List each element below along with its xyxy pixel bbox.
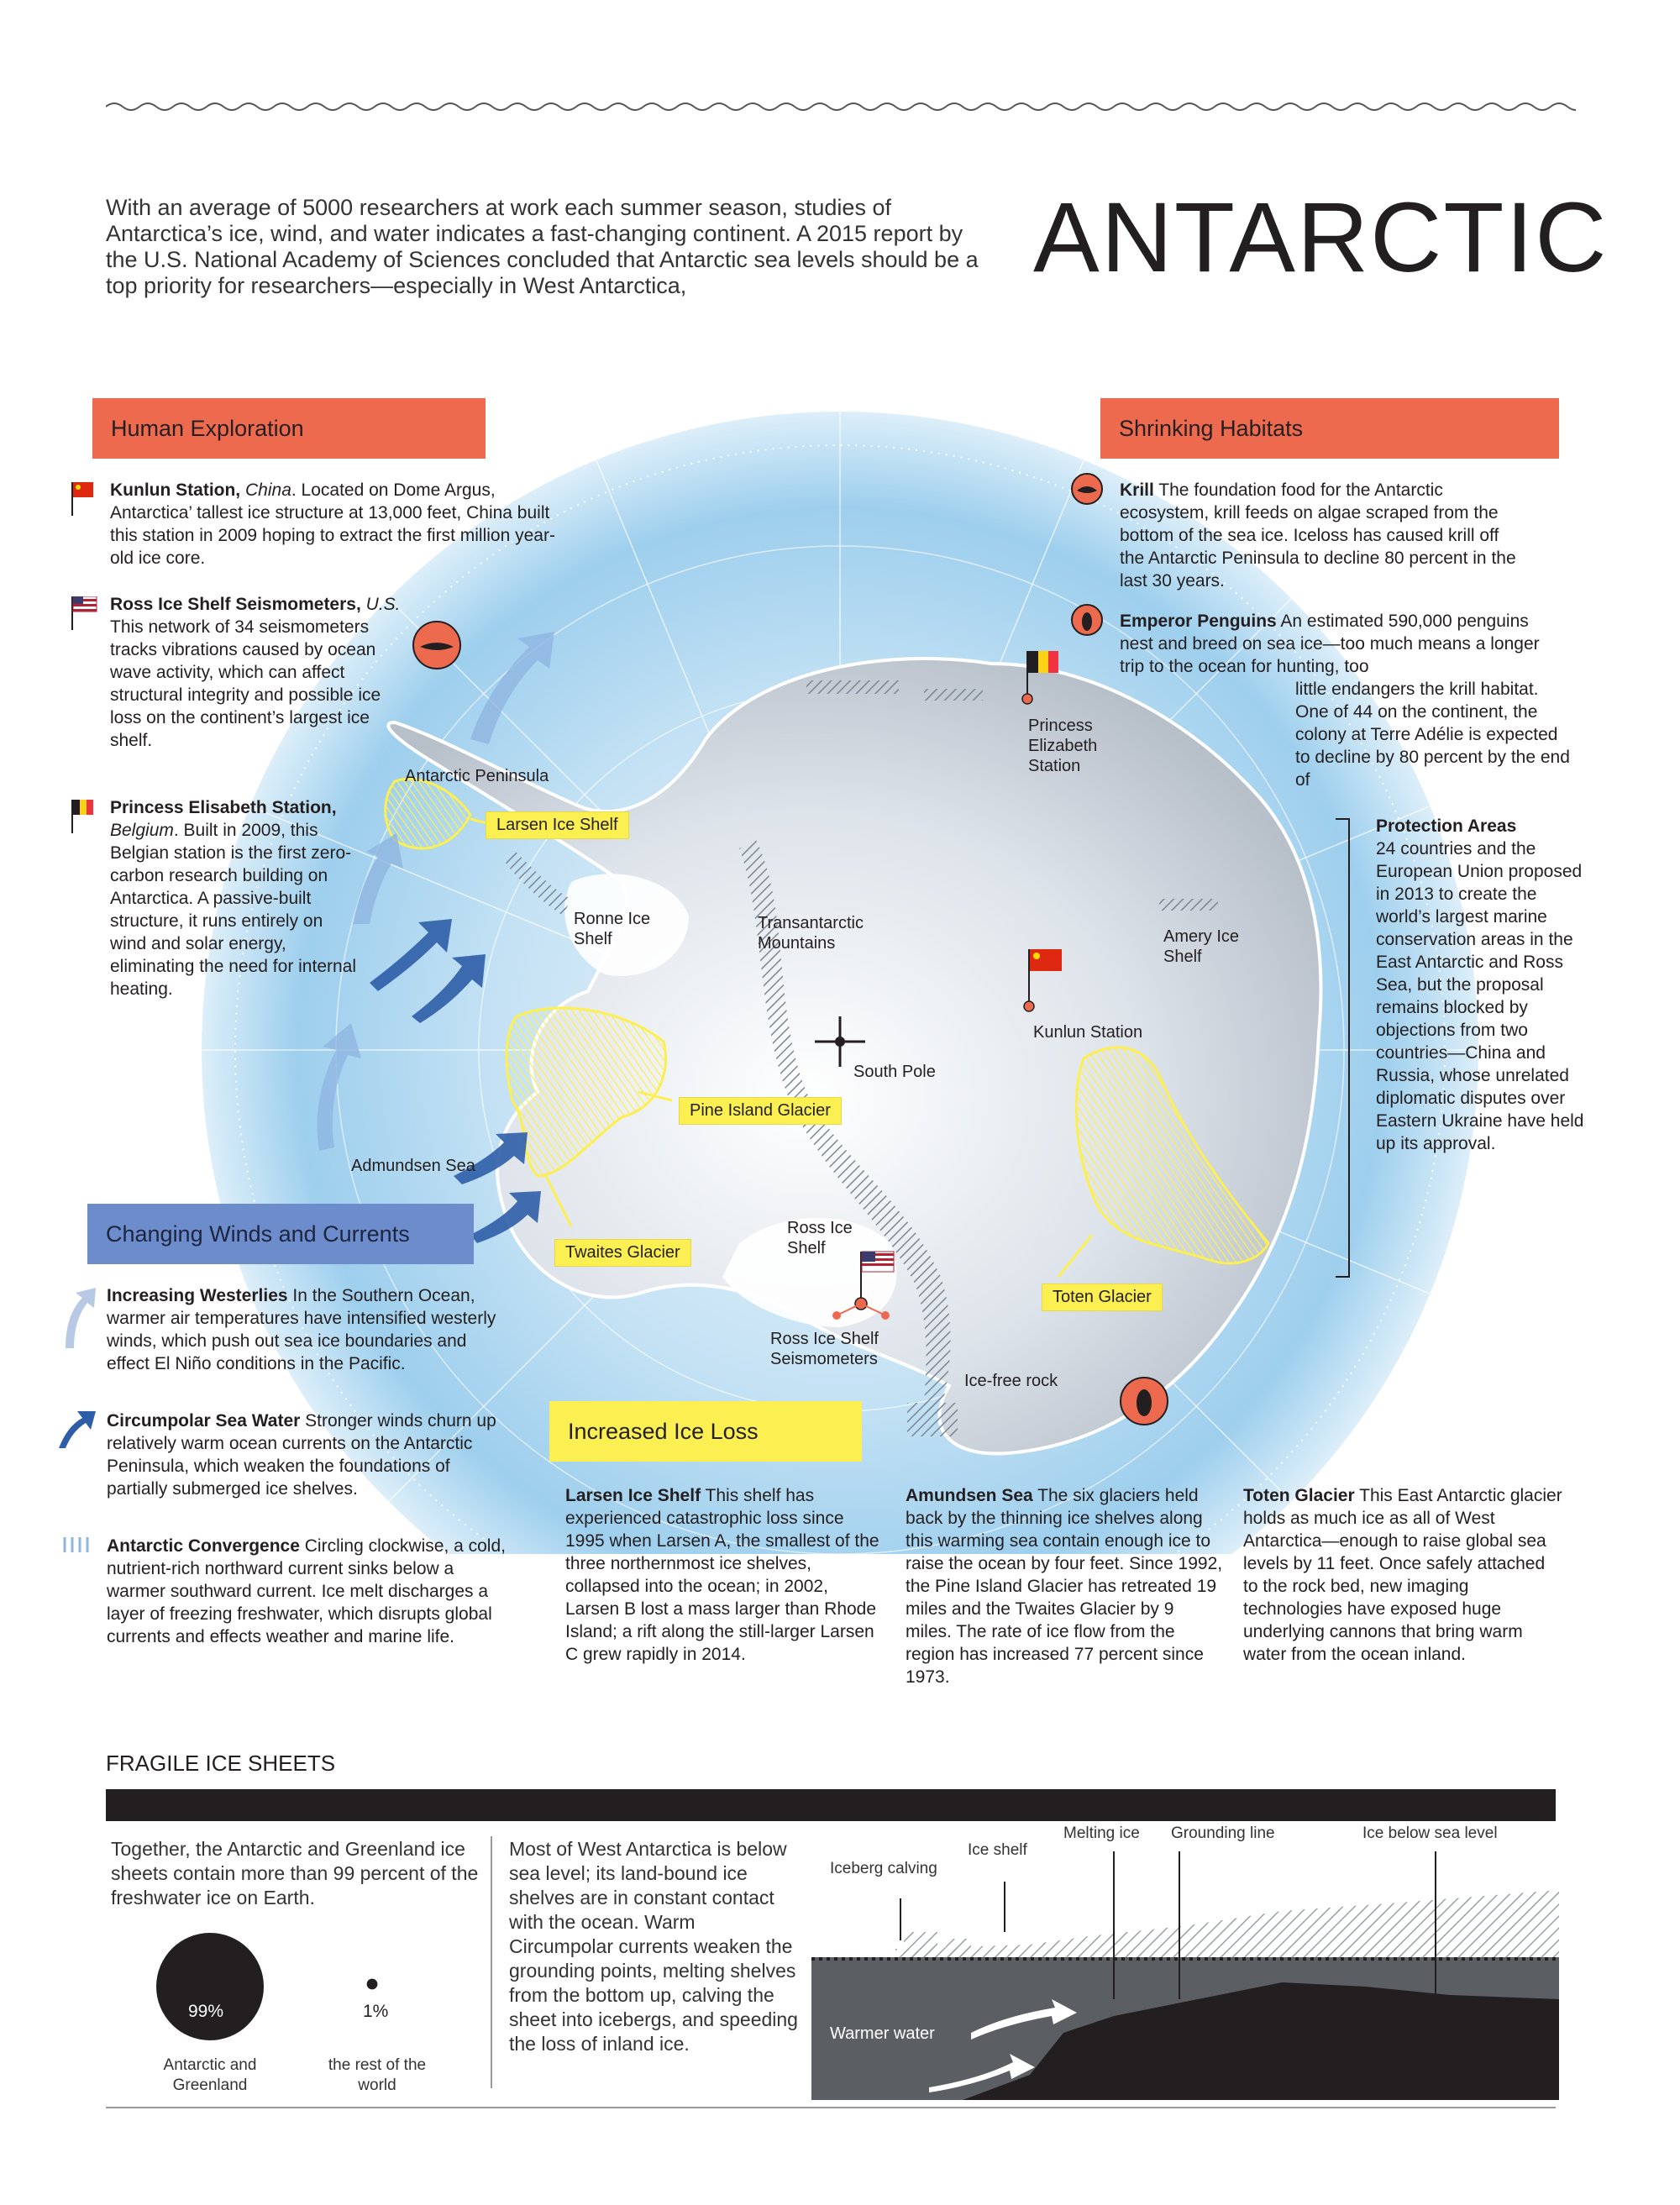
fragile-divider [491,1836,492,2088]
label-admundsen: Admundsen Sea [351,1157,475,1175]
krill-icon [1070,472,1104,506]
item-krill: Krill The foundation food for the Antarctic ecosystem, krill feeds on algae scraped from the bottom of the sea ice. Iceloss has caused krill off the Antarctic Peninsula to decline 80 percent in the last 30 years. [1120,480,1516,591]
circumpolar-icon [55,1408,99,1452]
item-circumpolar: Circumpolar Sea Water Stronger winds churn up relatively warm ocean currents on the Antarctic Peninsula, which weaken the foundations of partially submerged ice shelves. [107,1411,496,1499]
westerlies-icon [57,1285,99,1352]
item-princess-elisabeth: Princess Elisabeth Station, Belgium. Built in 2009, this Belgian station is the first zero-carbon research building on Antarctica. A passive-built structure, it runs entirely on wind and solar energy, eliminating the need for internal heating. [110,798,357,999]
fragile-text-1: Together, the Antarctic and Greenland ice sheets contain more than 99 percent of the freshwater ice on Earth. [111,1838,479,1908]
small-share-circle [367,1979,378,1990]
small-label: the rest of the world [328,2056,427,2094]
fragile-title: FRAGILE ICE SHEETS [106,1751,336,1776]
item-larsen-ice-shelf: Larsen Ice Shelf This shelf has experienced catastrophic loss since 1995 when Larsen A, the smallest of the three northernmost ice shelves, collapsed into the ocean; in 2002, Larsen B lost a mass larger than Rhode Island; a rift along the still-larger Larsen C grew rapidly in 2014. [565,1486,879,1664]
header-human-exploration: Human Exploration [92,398,486,459]
item-protection-areas: Protection Areas 24 countries and the European Union proposed in 2013 to create the world’s largest marine conservation areas in the East Antarctic and Ross Sea, but the proposal remains blocked by objections from two countries—China and Russia, whose unrelated diplomatic disputes over Eastern Ukraine have held up its approval. [1376,816,1584,1153]
penguin-icon [1070,603,1104,637]
label-ice-free-rock: Ice-free rock [964,1372,1058,1390]
fragile-text-2: Most of West Antarctica is below sea level; its land-bound ice shelves are in constant contact with the ocean. Warm Circumpolar currents weaken the grounding points, melting shelves from the bottom up, calving the sheet into icebergs, and speeding the loss of inland ice. [509,1838,798,2055]
intro-text: With an average of 5000 researchers at work each summer season, studies of Antarctica’s ice, wind, and water indicates a fast-changing continent. A 2015 report by the U.S. National Academy of Sciences concluded that Antarctic sea levels should be a top priority for researchers—especially in West Antarctica, [106,195,979,298]
label-ross: Ross Ice Shelf [787,1219,853,1257]
page-title: ANTARCTIC [1033,182,1609,293]
label-twaites: Twaites Glacier [554,1239,691,1267]
label-princess: Princess Elizabeth Station [1028,717,1098,775]
label-ronne: Ronne Ice Shelf [574,910,651,948]
item-westerlies: Increasing Westerlies In the Southern Ocean, warmer air temperatures have intensified westerly winds, which push out sea ice boundaries and effect El Niño conditions in the Pacific. [107,1286,496,1373]
label-amery: Amery Ice Shelf [1163,927,1240,966]
header-changing-winds: Changing Winds and Currents [87,1204,474,1264]
share-circles [126,1924,445,2058]
big-percent: 99% [188,2002,224,2021]
label-south-pole: South Pole [853,1063,936,1081]
diagram-iceberg-label: Iceberg calving [830,1860,937,1877]
convergence-icon [62,1537,96,1554]
label-ross-seismometers: Ross Ice Shelf Seismometers [770,1330,879,1368]
diagram-shelf-label: Ice shelf [968,1841,1027,1859]
bottom-rule [106,2107,1556,2108]
small-percent: 1% [363,2002,389,2021]
diagram-warmer-water-label: Warmer water [830,2024,935,2043]
label-transantarctic: Transantarctic Mountains [758,914,864,953]
belgium-flag-icon [71,800,96,833]
item-ross-seismometers: Ross Ice Shelf Seismometers, U.S. This network of 34 seismometers tracks vibrations caused by ocean wave activity, which can affect structural integrity and possible ice loss on the continent’s largest ice shelf. [110,595,401,750]
big-share-circle [156,1933,264,2040]
label-toten: Toten Glacier [1042,1284,1163,1311]
item-convergence: Antarctic Convergence Circling clockwise, a cold, nutrient-rich northward current sinks below a warmer southward current. Ice melt discharges a layer of freezing freshwater, which disrupts global currents and effects weather and marine life. [107,1536,506,1646]
china-flag-icon [71,482,96,516]
top-wavy-rule [106,99,1576,114]
item-emperor-penguins-2: little endangers the krill habitat. One of 44 on the continent, the colony at Terre Adélie is expected to decline by 80 percent by the end of [1295,680,1570,790]
label-antarctic-peninsula: Antarctic Peninsula [405,767,549,785]
item-emperor-penguins-1: Emperor Penguins An estimated 590,000 penguins nest and breed on sea ice—too much means a longer trip to the ocean for hunting, too [1120,612,1540,676]
diagram-grounding-label: Grounding line [1171,1824,1275,1842]
item-amundsen-sea: Amundsen Sea The six glaciers held back by the thinning ice shelves along this warming sea contain enough ice to raise the ocean by four feet. Since 1992, the Pine Island Glacier has retreated 19 miles and the Twaites Glacier by 9 miles. The rate of ice flow from the region has increased 77 percent since 1973. [906,1486,1223,1687]
header-increased-ice-loss: Increased Ice Loss [549,1401,862,1462]
label-pine-island: Pine Island Glacier [679,1097,842,1125]
item-toten-glacier: Toten Glacier This East Antarctic glacier holds as much ice as all of West Antarctica—enough to raise global sea levels by 11 feet. Once safely attached to the rock bed, new imaging technologies have exposed huge underlying cannons that bring warm water from the ocean inland. [1243,1486,1562,1664]
diagram-below-label: Ice below sea level [1362,1824,1498,1842]
header-shrinking-habitats: Shrinking Habitats [1100,398,1559,459]
item-kunlun: Kunlun Station, China. Located on Dome Argus, Antarctica’ tallest ice structure at 13,000 feet, China built this station in 2009 hoping to extract the first million year-old ice core. [110,480,555,568]
big-label: Antarctic and Greenland [163,2056,257,2094]
label-larsen: Larsen Ice Shelf [486,811,629,839]
fragile-bar [106,1789,1556,1821]
diagram-melting-label: Melting ice [1063,1824,1140,1842]
label-kunlun: Kunlun Station [1033,1023,1143,1042]
usa-flag-icon [71,596,99,630]
